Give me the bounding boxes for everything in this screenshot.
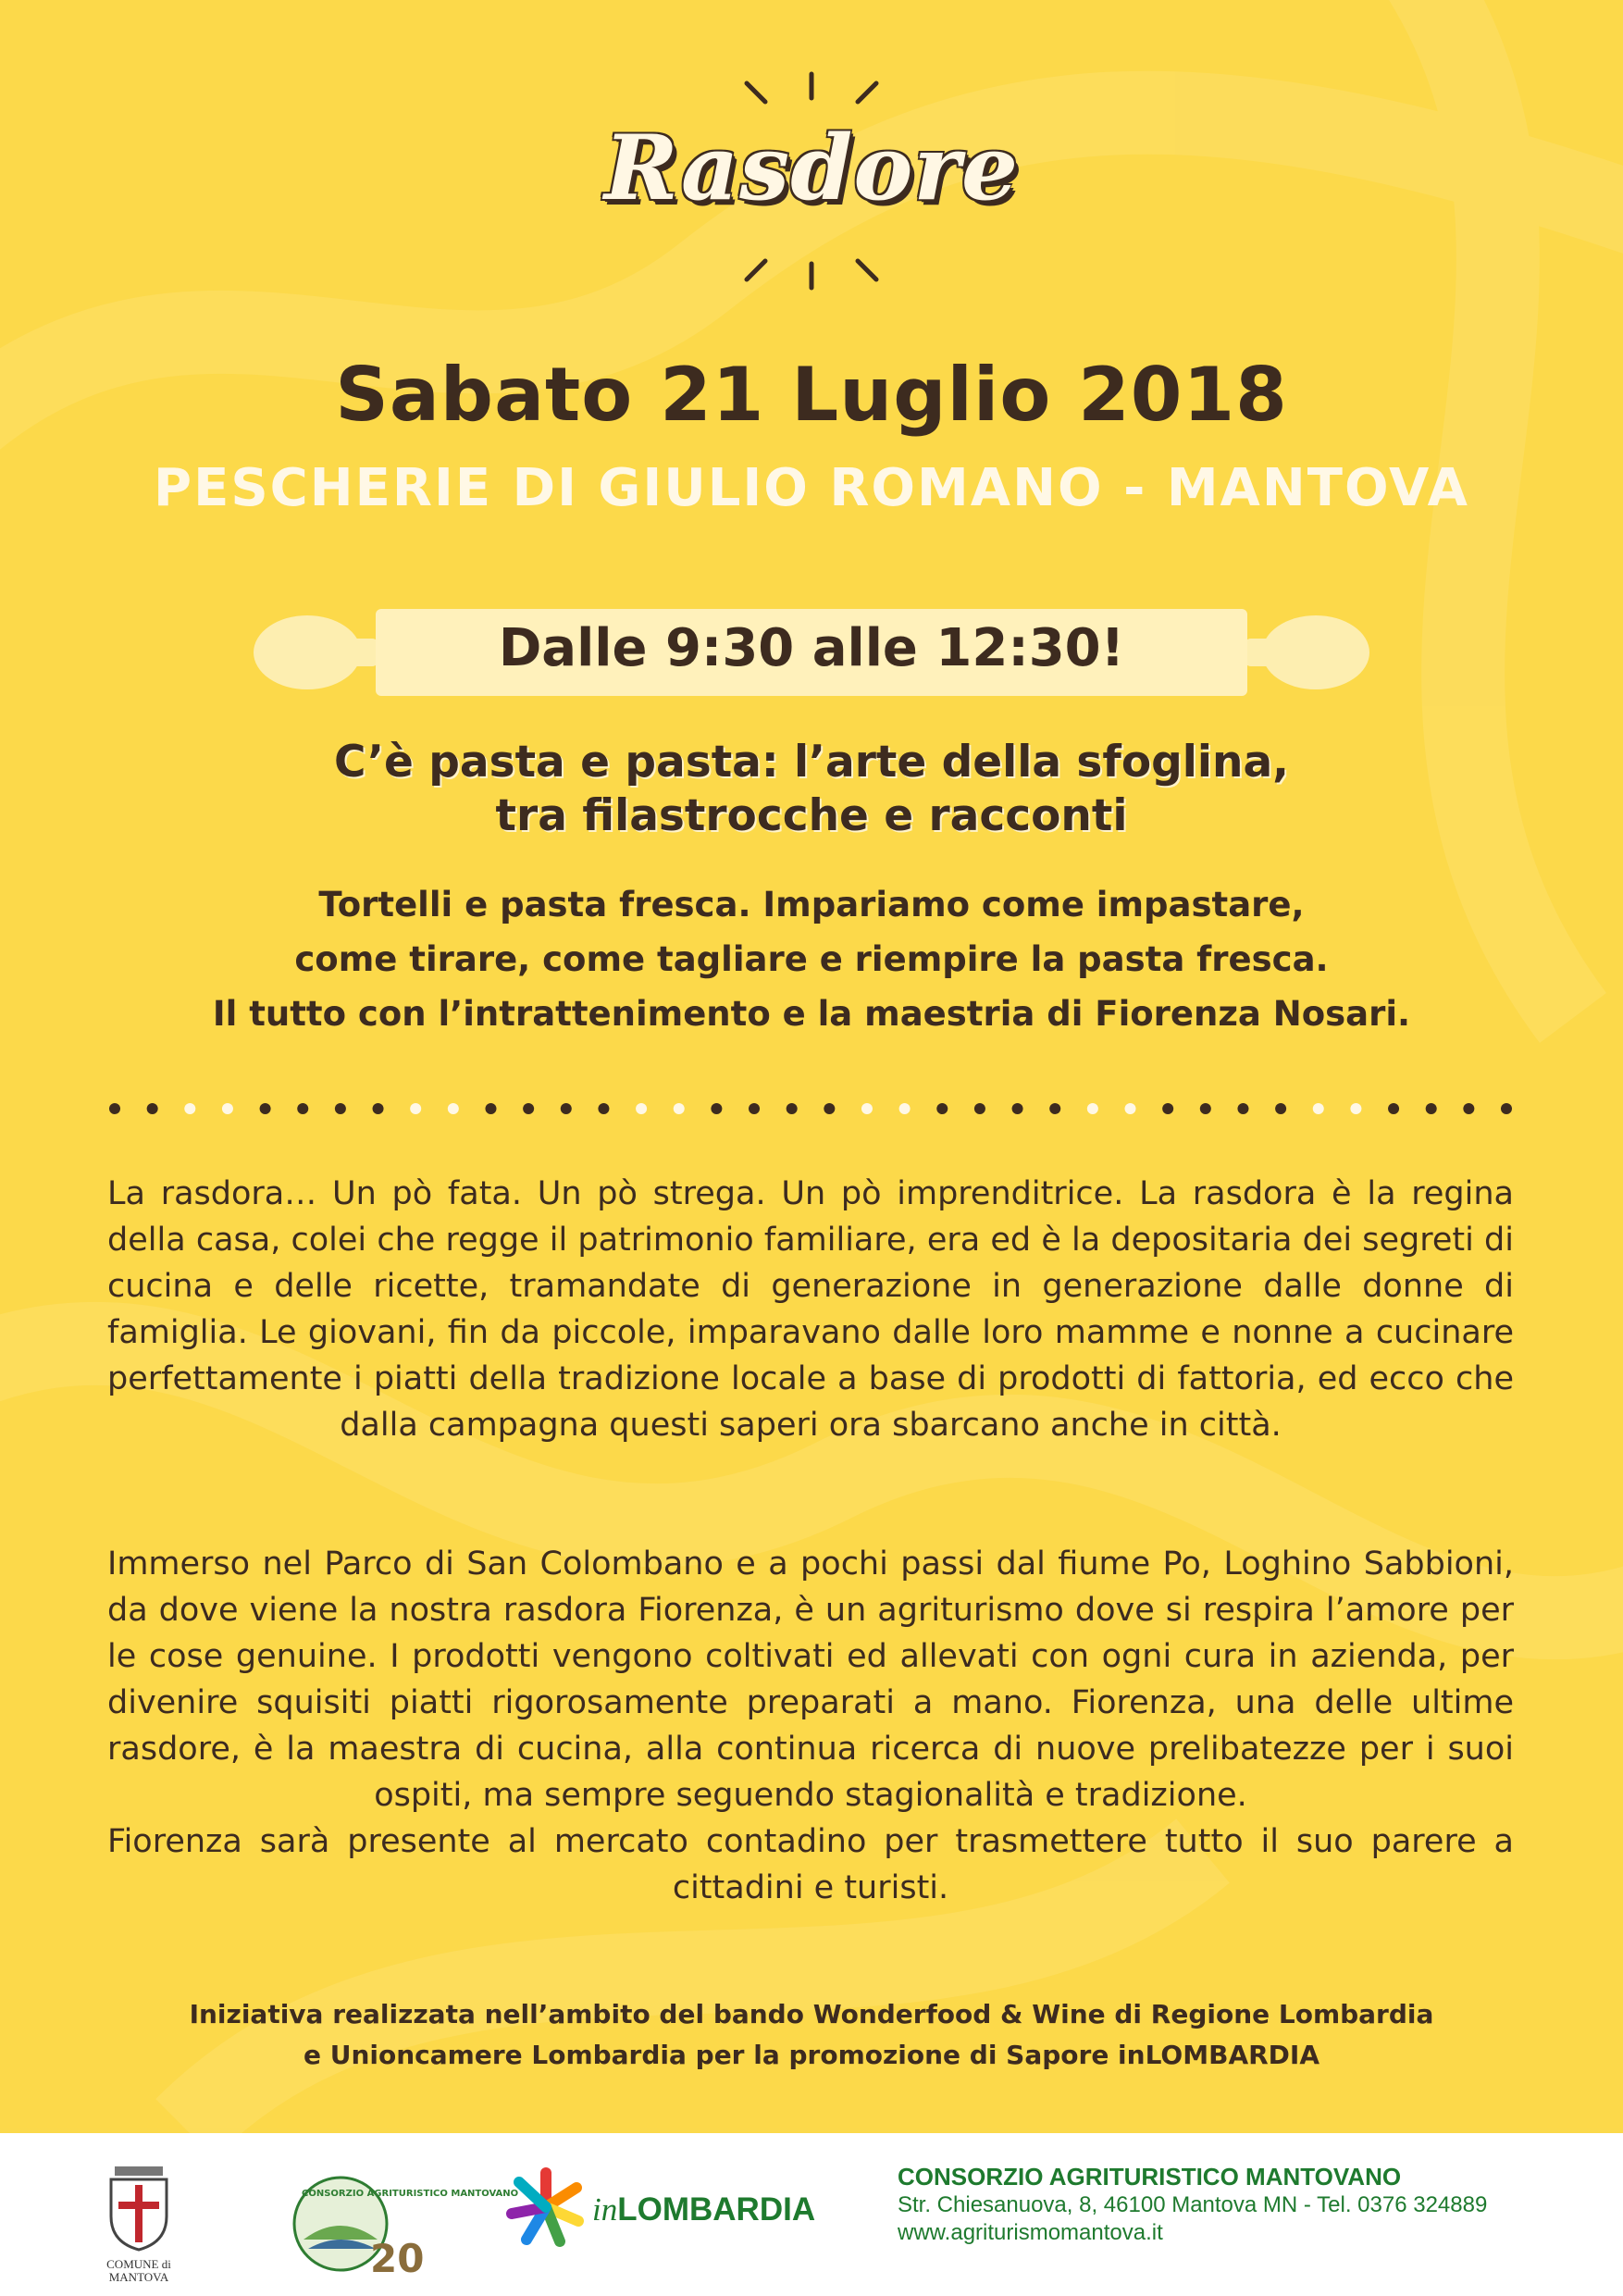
divider-dot — [824, 1103, 835, 1114]
divider-dot — [109, 1103, 120, 1114]
inlombardia-wordmark — [592, 2191, 815, 2228]
divider-dot — [410, 1103, 421, 1114]
logo-title: Rasdore — [603, 116, 1020, 220]
divider-dot — [523, 1103, 534, 1114]
paragraph-3-text: Fiorenza sarà presente al mercato contadino per trasmettere tutto il suo parere a cittadini e turisti. — [107, 1823, 1514, 1906]
divider-dot — [1501, 1103, 1512, 1114]
divider-dot — [184, 1103, 195, 1114]
credits-line-1: Iniziativa realizzata nell’ambito del bando Wonderfood & Wine di Regione Lombardia — [189, 1999, 1434, 2029]
subtitle-line-2: tra filastrocche e racconti — [495, 790, 1128, 841]
subtitle-line-1: C’è pasta e pasta: l’arte della sfoglina, — [333, 737, 1290, 788]
divider-dot — [1388, 1103, 1399, 1114]
divider-dot — [1162, 1103, 1173, 1114]
intro-line-2: come tirare, come tagliare e riempire la pasta fresca. — [294, 939, 1329, 979]
divider-dot — [373, 1103, 384, 1114]
svg-text:20: 20 — [370, 2236, 425, 2281]
divider-dot — [1275, 1103, 1286, 1114]
event-date: Sabato 21 Luglio 2018 — [335, 352, 1288, 438]
paragraph-2-text: Immerso nel Parco di San Colombano e a pochi passi dal fiume Po, Loghino Sabbioni, da dove viene la nostra rasdora Fiorenza, è un agriturismo dove si respira l’amore per le cose genuine. I prodotti vengono coltivati ed allevati con ogni cura in azienda, per divenire squisiti piatti rigorosamente preparati a mano. Fiorenza, una delle ultime rasdore, è la maestra di cucina, alla continua ricerca di nuove prelibatezze per i suoi ospiti, ma sempre seguendo stagionalità e tradizione. — [107, 1545, 1514, 1814]
divider-dot — [147, 1103, 158, 1114]
consorzio-logo-text: CONSORZIO AGRITURISTICO MANTOVANO — [302, 2189, 519, 2199]
divider-dot — [485, 1103, 496, 1114]
dotted-divider — [107, 1095, 1514, 1123]
divider-dot — [1350, 1103, 1361, 1114]
divider-dot — [711, 1103, 722, 1114]
divider-dot — [936, 1103, 948, 1114]
divider-dot — [1012, 1103, 1023, 1114]
consorzio-20-logo — [285, 2161, 519, 2281]
divider-dot — [974, 1103, 985, 1114]
event-subtitle — [0, 736, 1623, 843]
divider-dot — [297, 1103, 308, 1114]
credits-line-2: e Unioncamere Lombardia per la promozione di Sapore inLOMBARDIA — [303, 2040, 1319, 2070]
divider-dot — [222, 1103, 233, 1114]
divider-dot — [899, 1103, 911, 1114]
comune-mantova-crest-icon — [102, 2161, 176, 2253]
consorzio-website[interactable]: www.agriturismomantova.it — [898, 2220, 1163, 2245]
divider-dot — [1426, 1103, 1437, 1114]
divider-dot — [561, 1103, 572, 1114]
divider-dot — [749, 1103, 760, 1114]
divider-dot — [1087, 1103, 1098, 1114]
intro-line-3: Il tutto con l’intrattenimento e la maestria di Fiorenza Nosari. — [212, 994, 1411, 1034]
divider-dot — [260, 1103, 271, 1114]
event-hours: Dalle 9:30 alle 12:30! — [498, 618, 1125, 678]
consorzio-contact — [898, 2162, 1487, 2247]
divider-dot — [1237, 1103, 1248, 1114]
consorzio-name: CONSORZIO AGRITURISTICO MANTOVANO — [898, 2163, 1402, 2191]
consorzio-address: Str. Chiesanuova, 8, 46100 Mantova MN - Tel. 0376 324889 — [898, 2192, 1488, 2217]
inlombardia-star-icon — [504, 2166, 588, 2249]
comune-caption: COMUNE di MANTOVA — [106, 2257, 171, 2284]
divider-dot — [598, 1103, 609, 1114]
description-paragraph-1: La rasdora… Un pò fata. Un pò strega. Un pò imprenditrice. La rasdora è la regina della casa, colei che regge il patrimonio familiare, era ed è la depositaria dei segreti di cucina e delle ricette, tramandate di generazione in generazione dalle donne di famiglia. Le giovani, fin da piccole, imparavano dalle loro mamme e nonne a cucinare perfettamente i piatti della tradizione locale a base di prodotti di fattoria, ed ecco che dalla campagna questi saperi ora sbarcano anche in città. — [107, 1175, 1514, 1444]
description-paragraph-2 — [107, 1541, 1514, 1911]
inlombardia-suffix: LOMBARDIA — [617, 2191, 816, 2228]
divider-dot — [674, 1103, 685, 1114]
divider-dot — [1049, 1103, 1060, 1114]
divider-dot — [636, 1103, 647, 1114]
event-venue: PESCHERIE DI GIULIO ROMANO - MANTOVA — [154, 458, 1469, 518]
credits — [0, 1994, 1623, 2076]
divider-dot — [1200, 1103, 1211, 1114]
event-intro — [0, 877, 1623, 1041]
divider-dot — [448, 1103, 459, 1114]
inlombardia-prefix: in — [592, 2191, 618, 2228]
divider-dot — [1463, 1103, 1474, 1114]
divider-dot — [1125, 1103, 1136, 1114]
intro-line-1: Tortelli e pasta fresca. Impariamo come impastare, — [318, 885, 1305, 925]
divider-dot — [861, 1103, 873, 1114]
divider-dot — [1313, 1103, 1324, 1114]
divider-dot — [335, 1103, 346, 1114]
divider-dot — [787, 1103, 798, 1114]
